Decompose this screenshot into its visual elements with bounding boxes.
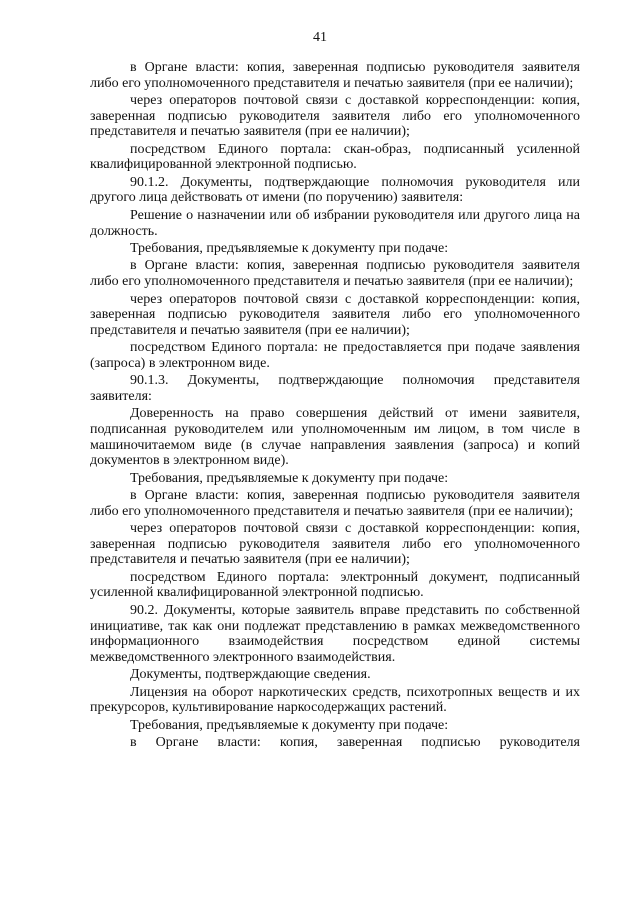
paragraph: через операторов почтовой связи с доставкой корреспонденции: копия, заверенная подписью руководителя заявителя либо его уполномоченного представителя и печатью заявителя (при ее наличии);	[90, 291, 580, 338]
document-body	[90, 60, 580, 753]
paragraph: в Органе власти: копия, заверенная подписью руководителя заявителя либо его уполномоченного представителя и печатью заявителя (при ее наличии);	[90, 488, 580, 519]
paragraph: в Органе власти: копия, заверенная подписью руководителя	[130, 735, 580, 751]
paragraph: через операторов почтовой связи с доставкой корреспонденции: копия, заверенная подписью руководителя заявителя либо его уполномоченного представителя и печатью заявителя (при ее наличии);	[90, 521, 580, 568]
paragraph: Документы, подтверждающие сведения.	[130, 667, 371, 683]
paragraph: через операторов почтовой связи с доставкой корреспонденции: копия, заверенная подписью руководителя заявителя либо его уполномоченного представителя и печатью заявителя (при ее наличии);	[90, 93, 580, 140]
paragraph: посредством Единого портала: скан-образ, подписанный усиленной квалифицированной электронной подписью.	[90, 141, 580, 173]
paragraph: в Органе власти: копия, заверенная подписью руководителя заявителя либо его уполномоченного представителя и печатью заявителя (при ее наличии);	[90, 60, 580, 91]
paragraph: в Органе власти: копия, заверенная подписью руководителя заявителя либо его уполномоченного представителя и печатью заявителя (при ее наличии);	[90, 258, 580, 290]
paragraph: Лицензия на оборот наркотических средств, психотропных веществ и их прекурсоров, культивирование наркосодержащих растений.	[90, 684, 580, 716]
paragraph: посредством Единого портала: электронный документ, подписанный усиленной квалифицированной электронной подписью.	[90, 569, 580, 601]
paragraph: 90.2. Документы, которые заявитель вправе представить по собственной инициативе, так как они подлежат представлению в рамках межведомственного информационного взаимодействия посредством единой системы межведомственного электронного взаимодействия.	[90, 602, 580, 665]
paragraph: посредством Единого портала: не предоставляется при подаче заявления (запроса) в электронном виде.	[90, 340, 580, 371]
paragraph: Доверенность на право совершения действий от имени заявителя, подписанная руководителем или уполномоченным им лицом, в том числе в машиночитаемом виде (в случае направления заявления (запроса) и копий документов в электронном виде).	[90, 406, 580, 469]
paragraph: Требования, предъявляемые к документу при подаче:	[130, 717, 449, 733]
paragraph: 90.1.2. Документы, подтверждающие полномочия руководителя или другого лица действовать от имени (по поручению) заявителя:	[90, 174, 580, 206]
paragraph: Решение о назначении или об избрании руководителя или другого лица на должность.	[90, 207, 580, 239]
page-number: 41	[313, 30, 327, 45]
paragraph: Требования, предъявляемые к документу при подаче:	[130, 470, 449, 486]
paragraph: Требования, предъявляемые к документу при подаче:	[130, 240, 449, 256]
paragraph: 90.1.3. Документы, подтверждающие полномочия представителя заявителя:	[90, 373, 580, 404]
